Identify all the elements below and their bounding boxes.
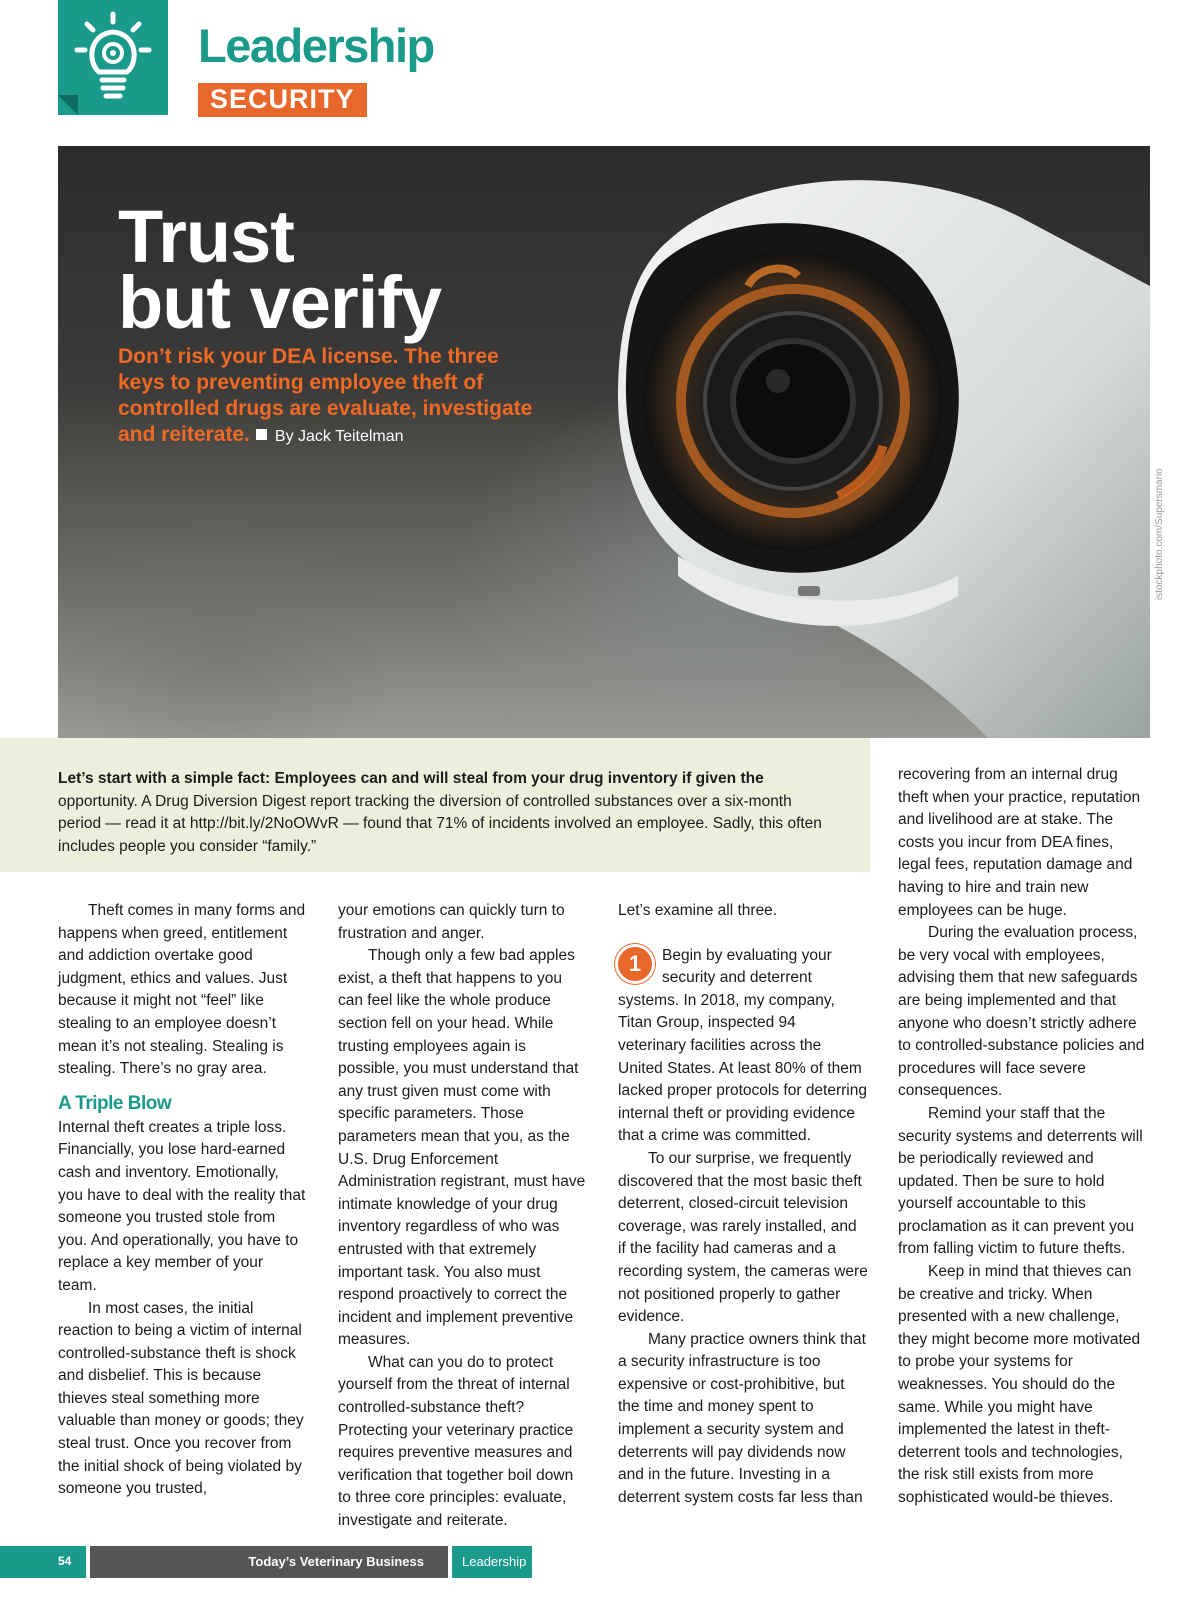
footer-section: Leadership xyxy=(452,1546,532,1578)
article-dek xyxy=(118,344,548,450)
step-number-badge: 1 xyxy=(618,947,652,981)
column-3 xyxy=(618,900,868,1509)
paragraph: Theft comes in many forms and happens when greed, entitlement and addiction overtake good judgment, ethics and values. Just because it might not “feel” like stealing to an employee doesn’t mean it’s not stealing. Stealing is stealing. There’s no gray area. xyxy=(58,902,306,1078)
paragraph: Many practice owners think that a security infrastructure is too expensive or cost-prohibitive, but the time and money spent to implement a security system and deterrents will pay dividends now and in the future. Investing in a deterrent system costs far less than xyxy=(618,1330,866,1506)
paragraph: Remind your staff that the security systems and deterrents will be periodically reviewed and updated. Then be sure to hold yourself accountable to this proclamation as it can prevent you from falling victim to future thefts. xyxy=(898,1104,1143,1258)
paragraph: your emotions can quickly turn to frustration and anger. xyxy=(338,902,565,942)
paragraph: recovering from an internal drug theft when your practice, reputation and livelihood are at stake. The costs you incur from DEA fines, legal fees, reputation damage and having to hire and train new employees can be huge. xyxy=(898,766,1141,919)
subheading: A Triple Blow xyxy=(58,1092,172,1114)
paragraph: Internal theft creates a triple loss. Financially, you lose hard-earned cash and inventory. Emotionally, you have to deal with the reality that someone you trusted stole from you. And operationally, you have to replace a key member of your team. xyxy=(58,1118,306,1294)
badge-fold xyxy=(58,95,78,115)
article-title xyxy=(118,195,442,344)
square-bullet-icon xyxy=(256,429,267,440)
intro-box xyxy=(0,738,870,872)
page-number-tab xyxy=(0,1546,86,1578)
magazine-name: Today’s Veterinary Business xyxy=(90,1546,448,1578)
title-line-1: Trust xyxy=(118,195,294,278)
column-4 xyxy=(898,764,1148,1510)
section-title: Leadership xyxy=(198,19,434,72)
column-2 xyxy=(338,900,588,1533)
intro-lead: Let’s start with a simple fact: Employees can and will steal from your drug inventory if given the xyxy=(58,770,764,787)
dek-text: Don’t risk your DEA license. The three keys to preventing employee theft of controlled drugs are evaluate, investigate and reiterate. xyxy=(118,345,533,446)
photo-credit: istockphoto.com/Supersmario xyxy=(1154,468,1165,600)
hero-image xyxy=(58,146,1150,738)
intro-paragraph xyxy=(58,768,838,858)
page-number: 54 xyxy=(58,1554,72,1568)
lightbulb-gear-icon xyxy=(73,10,153,105)
intro-rest: opportunity. A Drug Diversion Digest report tracking the diversion of controlled substances over a six-month period — read it at http://bit.ly/2NoOWvR — found that 71% of incidents involved an employee. Sadly, this often includes people you consider “family.” xyxy=(58,792,822,855)
title-line-2: but verify xyxy=(118,261,442,344)
section-subtitle: SECURITY xyxy=(198,83,367,117)
byline: By Jack Teitelman xyxy=(274,428,404,445)
paragraph: What can you do to protect yourself from the threat of internal controlled-substance theft? Protecting your veterinary practice requires preventive measures and verification that together boil down to three core principles: evaluate, investigate and reiterate. xyxy=(338,1353,574,1530)
column-1 xyxy=(58,900,306,1501)
paragraph: During the evaluation process, be very vocal with employees, advising them that new safeguards are being implemented and that anyone who doesn’t strictly adhere to controlled-substance policies and procedures will face severe consequences. xyxy=(898,924,1145,1100)
paragraph: Let’s examine all three. xyxy=(618,902,778,919)
paragraph: Though only a few bad apples exist, a theft that happens to you can feel like the whole produce section fell on your head. While trusting employees again is possible, you must understand that any trust given must come with specific parameters. Those parameters mean that you, as the U.S. Drug Enforcement Administration registrant, must have intimate knowledge of your drug inventory regardless of who was entrusted with that extremely important task. You also must respond proactively to correct the incident and implement preventive measures. xyxy=(338,947,586,1349)
paragraph: Keep in mind that thieves can be creative and tricky. When presented with a new challenge, they might become more motivated to probe your systems for weaknesses. You should do the same. While you might have implemented the latest in theft-deterrent tools and technologies, the risk still exists from more sophisticated would-be thieves. xyxy=(898,1263,1141,1506)
paragraph: Begin by evaluating your security and deterrent systems. In 2018, my company, Titan Group, inspected 94 veterinary facilities across the United States. At least 80% of them lacked proper protocols for deterring internal theft or providing evidence that a crime was committed. xyxy=(618,946,867,1145)
paragraph: In most cases, the initial reaction to being a victim of internal controlled-substance theft is shock and disbelief. This is because thieves steal something more valuable than money or goods; they steal trust. Once you recover from the initial shock of being violated by someone you trusted, xyxy=(58,1299,304,1498)
paragraph: To our surprise, we frequently discovered that the most basic theft deterrent, closed-circuit television coverage, was rarely installed, and if the facility had cameras and a recording system, the cameras were not positioned properly to gather evidence. xyxy=(618,1149,868,1326)
